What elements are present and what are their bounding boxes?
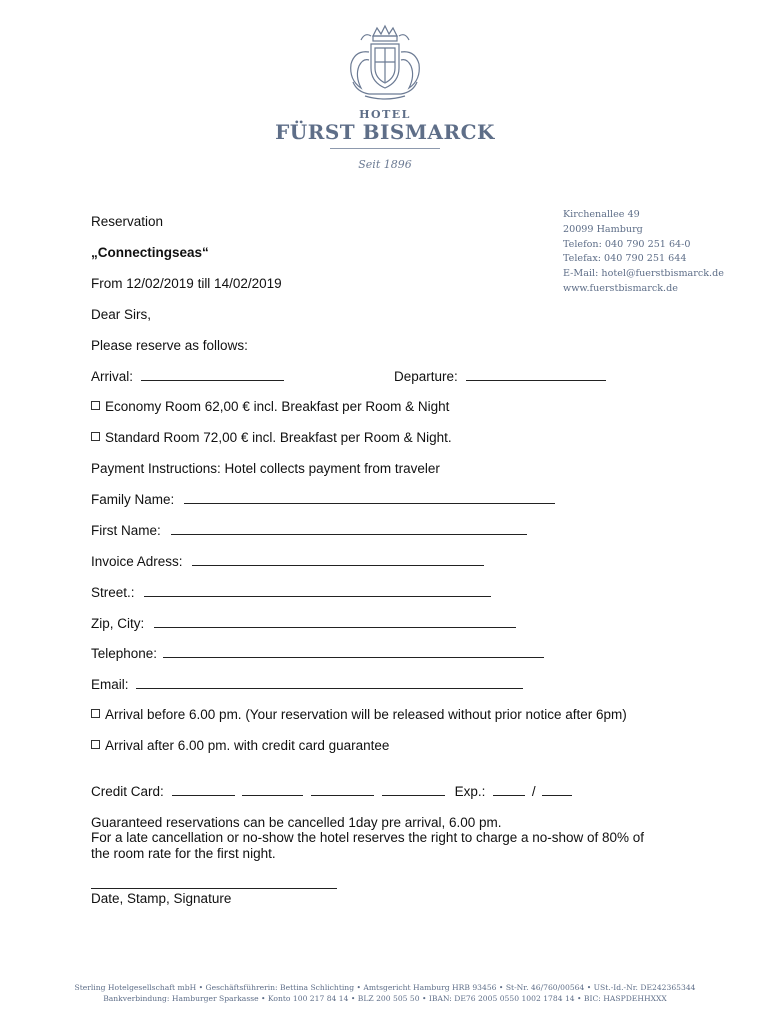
arrival-before-option[interactable] <box>91 707 627 722</box>
expiry-year-field[interactable] <box>542 783 572 796</box>
credit-card-field-1[interactable] <box>172 783 235 796</box>
address-city: 20099 Hamburg <box>563 223 643 235</box>
hotel-word: HOTEL <box>359 108 411 121</box>
standard-room-label: Standard Room 72,00 € incl. Breakfast per Room & Night. <box>105 430 452 445</box>
family-name-row <box>91 491 555 507</box>
family-name-label: Family Name: <box>91 492 175 507</box>
footer-bank-info: Bankverbindung: Hamburger Sparkasse • Konto 100 217 84 14 • BLZ 200 505 50 • IBAN: DE76 2005 0550 1002 1784 14 • BIC: HASPDEHHXXX <box>103 994 667 1003</box>
economy-room-checkbox[interactable] <box>91 401 100 410</box>
zip-city-row <box>91 615 516 631</box>
signature-label: Date, Stamp, Signature <box>91 891 232 906</box>
email-field[interactable] <box>136 676 523 689</box>
street-field[interactable] <box>144 584 491 597</box>
departure-label: Departure: <box>394 369 458 384</box>
instruction: Please reserve as follows: <box>91 338 248 353</box>
address-fax: Telefax: 040 790 251 644 <box>563 253 687 265</box>
event-name: „Connectingseas“ <box>91 245 209 260</box>
arrival-after-checkbox[interactable] <box>91 740 100 749</box>
cancellation-line-2: For a late cancellation or no-show the hotel reserves the right to charge a no-show of 80% of <box>91 830 645 845</box>
hotel-name: FÜRST BISMARCK <box>275 120 495 144</box>
standard-room-option[interactable] <box>91 430 452 445</box>
hotel-address-block <box>563 208 724 297</box>
date-range: From 12/02/2019 till 14/02/2019 <box>91 276 282 291</box>
street-label: Street.: <box>91 585 135 600</box>
economy-room-label: Economy Room 62,00 € incl. Breakfast per Room & Night <box>105 399 450 414</box>
cancellation-line-1: Guaranteed reservations can be cancelled 1day pre arrival, 6.00 pm. <box>91 815 502 830</box>
letterhead-divider <box>330 148 440 149</box>
zip-city-label: Zip, City: <box>91 616 145 631</box>
expiry-label: Exp.: <box>454 784 486 799</box>
arrival-label: Arrival: <box>91 369 134 384</box>
standard-room-checkbox[interactable] <box>91 432 100 441</box>
street-row <box>91 584 491 600</box>
arrival-after-label: Arrival after 6.00 pm. with credit card guarantee <box>105 738 390 753</box>
telephone-field[interactable] <box>163 645 544 658</box>
arrival-before-label: Arrival before 6.00 pm. (Your reservation will be released without prior notice after 6pm) <box>105 707 627 722</box>
invoice-address-label: Invoice Adress: <box>91 554 183 569</box>
telephone-label: Telephone: <box>91 646 158 661</box>
credit-card-field-3[interactable] <box>311 783 374 796</box>
address-website[interactable]: www.fuerstbismarck.de <box>563 282 678 294</box>
footer-company-info: Sterling Hotelgesellschaft mbH • Geschäftsführerin: Bettina Schlichting • Amtsgericht Hamburg HRB 93456 • St-Nr. 46/760/00564 • USt.-Id.-Nr. DE242365344 <box>74 983 696 992</box>
reservation-heading: Reservation <box>91 214 164 229</box>
arrival-field[interactable] <box>141 368 284 381</box>
arrival-row <box>91 368 284 384</box>
since-year: Seit 1896 <box>358 158 412 171</box>
expiry-month-field[interactable] <box>493 783 525 796</box>
invoice-address-field[interactable] <box>192 553 484 566</box>
invoice-address-row <box>91 553 484 569</box>
address-street: Kirchenallee 49 <box>563 209 640 220</box>
telephone-row <box>91 645 544 661</box>
email-label: Email: <box>91 677 129 692</box>
departure-field[interactable] <box>466 368 606 381</box>
signature-line[interactable] <box>91 888 337 889</box>
first-name-label: First Name: <box>91 523 161 538</box>
address-email[interactable]: E-Mail: hotel@fuerstbismarck.de <box>563 268 724 280</box>
credit-card-field-2[interactable] <box>242 783 303 796</box>
credit-card-field-4[interactable] <box>382 783 445 796</box>
address-phone: Telefon: 040 790 251 64-0 <box>563 238 691 250</box>
arrival-after-option[interactable] <box>91 738 389 753</box>
zip-city-field[interactable] <box>154 615 516 628</box>
first-name-field[interactable] <box>171 522 527 535</box>
expiry-separator: / <box>531 784 536 799</box>
credit-card-label: Credit Card: <box>91 784 164 799</box>
hotel-crest-logo <box>343 22 427 102</box>
greeting: Dear Sirs, <box>91 307 152 322</box>
economy-room-option[interactable] <box>91 399 449 414</box>
family-name-field[interactable] <box>184 491 555 504</box>
first-name-row <box>91 522 527 538</box>
cancellation-line-3: the room rate for the first night. <box>91 846 276 861</box>
payment-instructions: Payment Instructions: Hotel collects payment from traveler <box>91 461 440 476</box>
arrival-before-checkbox[interactable] <box>91 709 100 718</box>
credit-card-row <box>91 783 572 799</box>
email-row <box>91 676 523 692</box>
departure-row <box>394 368 606 384</box>
